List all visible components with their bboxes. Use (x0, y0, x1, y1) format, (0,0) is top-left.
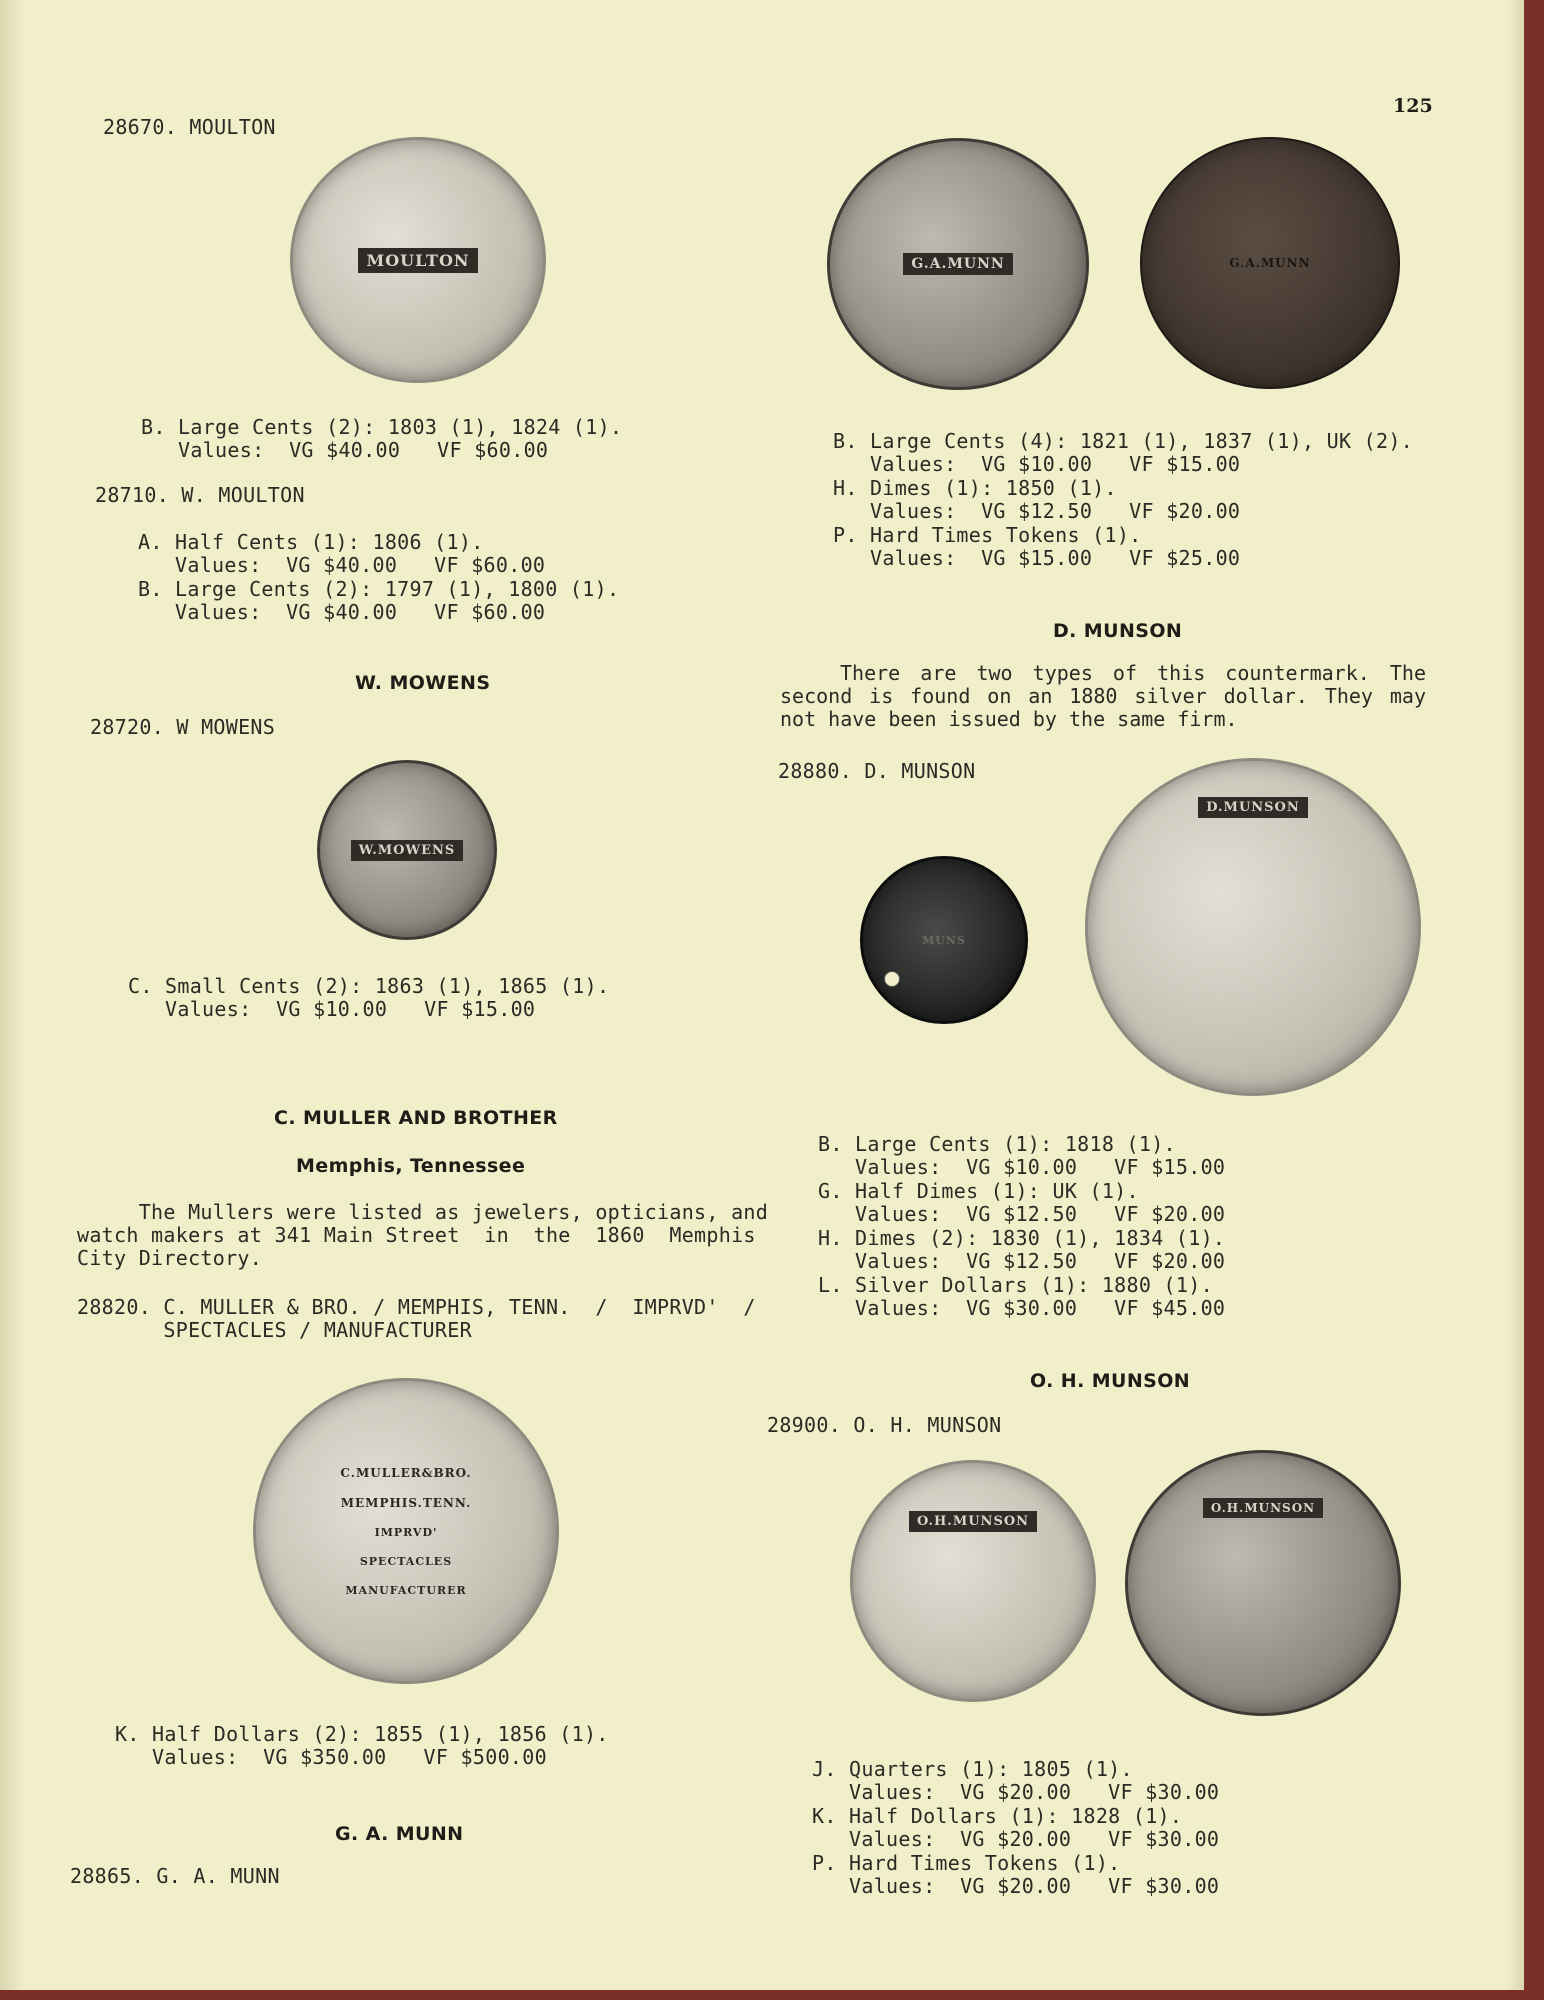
heading-w-mowens: W. MOWENS (355, 672, 491, 694)
munn-hard-times-tokens: P. Hard Times Tokens (1). (833, 523, 1142, 547)
entry-28710: 28710. W. MOULTON (95, 483, 305, 507)
muller-half-dollars: K. Half Dollars (2): 1855 (1), 1856 (1). (115, 1722, 609, 1746)
wmoulton-large-cents: B. Large Cents (2): 1797 (1), 1800 (1). (138, 577, 620, 601)
dmunson-half-dimes: G. Half Dimes (1): UK (1). (818, 1179, 1139, 1203)
munn-countermark: G.A.MUNN (903, 253, 1012, 275)
mowens-small-cents-values: Values: VG $10.00 VF $15.00 (128, 997, 536, 1021)
moulton-countermark: MOULTON (358, 248, 477, 273)
wmoulton-half-cents: A. Half Cents (1): 1806 (1). (138, 530, 484, 554)
ohmunson-half-dollars: K. Half Dollars (1): 1828 (1). (812, 1804, 1183, 1828)
entry-28670: 28670. MOULTON (103, 115, 276, 139)
ohmunson-half-dollars-values: Values: VG $20.00 VF $30.00 (812, 1827, 1220, 1851)
heading-memphis-tennessee: Memphis, Tennessee (296, 1155, 526, 1177)
ohmunson-countermark-1: O.H.MUNSON (909, 1511, 1037, 1532)
ohmunson-half-dollar-image (1125, 1450, 1401, 1716)
entry-28865: 28865. G. A. MUNN (70, 1864, 280, 1888)
dmunson-silver-dollars-values: Values: VG $30.00 VF $45.00 (818, 1296, 1226, 1320)
ohmunson-hard-times-tokens-values: Values: VG $20.00 VF $30.00 (812, 1874, 1220, 1898)
dmunson-small-coin-image (860, 856, 1028, 1024)
munn-large-cents: B. Large Cents (4): 1821 (1), 1837 (1), UK (2). (833, 429, 1414, 453)
munn-hard-times-tokens-values: Values: VG $15.00 VF $25.00 (833, 546, 1241, 570)
munn-large-cents-values: Values: VG $10.00 VF $15.00 (833, 452, 1241, 476)
moulton-large-cents-values: Values: VG $40.00 VF $60.00 (141, 438, 549, 462)
dmunson-small-countermark: MUNS (922, 933, 966, 947)
page-number: 125 (1393, 95, 1433, 117)
muller-countermark-line-4: SPECTACLES (359, 1554, 453, 1568)
dmunson-paragraph: There are two types of this countermark. The second is found on an 1880 silver dollar. They may not have been issued by the same firm. (780, 661, 1426, 731)
heading-d-munson: D. MUNSON (1053, 620, 1183, 642)
mowens-countermark: W.MOWENS (351, 840, 464, 861)
munn-dark-coin-image (1140, 137, 1400, 389)
heading-c-muller-and-brother: C. MULLER AND BROTHER (274, 1107, 558, 1129)
ohmunson-quarters: J. Quarters (1): 1805 (1). (812, 1757, 1133, 1781)
dmunson-dimes: H. Dimes (2): 1830 (1), 1834 (1). (818, 1226, 1226, 1250)
moulton-coin-image (290, 137, 546, 383)
dmunson-dimes-values: Values: VG $12.50 VF $20.00 (818, 1249, 1226, 1273)
munn-dark-countermark: G.A.MUNN (1229, 256, 1311, 270)
entry-28820-line-1: 28820. C. MULLER & BRO. / MEMPHIS, TENN. / IMPRVD' / (77, 1295, 756, 1319)
moulton-large-cents: B. Large Cents (2): 1803 (1), 1824 (1). (141, 415, 623, 439)
dmunson-silver-dollar-image (1085, 758, 1421, 1096)
ohmunson-quarters-values: Values: VG $20.00 VF $30.00 (812, 1780, 1220, 1804)
entry-28900: 28900. O. H. MUNSON (767, 1413, 1002, 1437)
dmunson-large-countermark: D.MUNSON (1198, 797, 1308, 818)
munn-dimes: H. Dimes (1): 1850 (1). (833, 476, 1117, 500)
coin-hole (884, 971, 900, 987)
muller-countermark-line-3: IMPRVD' (374, 1525, 438, 1539)
ohmunson-quarter-image (850, 1460, 1096, 1702)
heading-g-a-munn: G. A. MUNN (335, 1823, 464, 1845)
muller-countermark-line-5: MANUFACTURER (345, 1583, 467, 1597)
entry-28880: 28880. D. MUNSON (778, 759, 976, 783)
muller-countermark-line-2: MEMPHIS.TENN. (340, 1495, 472, 1510)
muller-coin-image (253, 1378, 559, 1684)
mowens-small-cents: C. Small Cents (2): 1863 (1), 1865 (1). (128, 974, 610, 998)
munn-coin-image (827, 138, 1089, 390)
ohmunson-hard-times-tokens: P. Hard Times Tokens (1). (812, 1851, 1121, 1875)
muller-half-dollars-values: Values: VG $350.00 VF $500.00 (115, 1745, 547, 1769)
munn-dimes-values: Values: VG $12.50 VF $20.00 (833, 499, 1241, 523)
muller-paragraph-line-2: watch makers at 341 Main Street in the 1860 Memphis (77, 1223, 756, 1247)
dmunson-large-cents: B. Large Cents (1): 1818 (1). (818, 1132, 1176, 1156)
muller-countermark-line-1: C.MULLER&BRO. (340, 1465, 472, 1480)
heading-o-h-munson: O. H. MUNSON (1030, 1370, 1191, 1392)
dmunson-large-cents-values: Values: VG $10.00 VF $15.00 (818, 1155, 1226, 1179)
entry-28720: 28720. W MOWENS (90, 715, 276, 739)
muller-paragraph-line-1: The Mullers were listed as jewelers, opticians, and (77, 1200, 769, 1224)
dmunson-half-dimes-values: Values: VG $12.50 VF $20.00 (818, 1202, 1226, 1226)
wmoulton-half-cents-values: Values: VG $40.00 VF $60.00 (138, 553, 546, 577)
dmunson-silver-dollars: L. Silver Dollars (1): 1880 (1). (818, 1273, 1213, 1297)
ohmunson-countermark-2: O.H.MUNSON (1203, 1498, 1323, 1518)
mowens-coin-image (317, 760, 497, 940)
entry-28820-line-2: SPECTACLES / MANUFACTURER (77, 1318, 472, 1342)
wmoulton-large-cents-values: Values: VG $40.00 VF $60.00 (138, 600, 546, 624)
muller-paragraph-line-3: City Directory. (77, 1246, 263, 1270)
